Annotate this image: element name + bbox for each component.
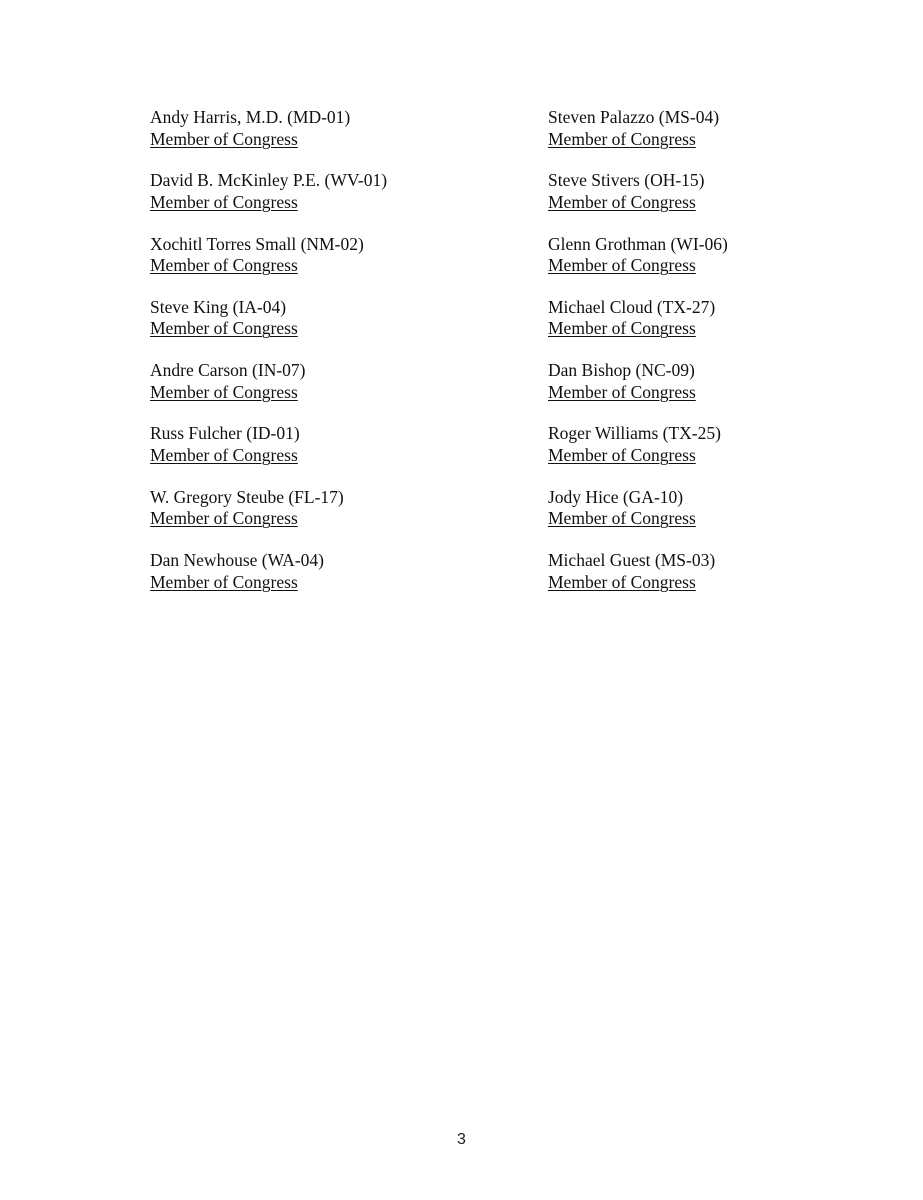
signatory-name: Michael Guest (MS-03): [548, 550, 716, 571]
signatory-title: Member of Congress: [150, 571, 298, 592]
signatory-name: Dan Newhouse (WA-04): [150, 550, 324, 571]
signatory-block: [150, 360, 387, 423]
signatory-name: W. Gregory Steube (FL-17): [150, 486, 344, 507]
signatory-block: [150, 297, 387, 360]
signatory-name: Glenn Grothman (WI-06): [548, 233, 728, 254]
signatory-name: David B. McKinley P.E. (WV-01): [150, 170, 388, 191]
signatory-title: Member of Congress: [548, 381, 696, 402]
page-number: 3: [457, 1131, 466, 1148]
signatory-name: Steven Palazzo (MS-04): [548, 107, 720, 127]
signatory-name: Michael Cloud (TX-27): [548, 296, 716, 317]
signatory-column-right: [548, 107, 728, 613]
signatory-name: Dan Bishop (NC-09): [548, 360, 695, 381]
signatory-column-left: [150, 107, 387, 613]
signatory-title: Member of Congress: [548, 571, 696, 592]
signatory-block: [548, 487, 728, 550]
signatory-title: Member of Congress: [548, 508, 696, 529]
signatory-block: [548, 170, 728, 233]
signatory-block: [150, 423, 387, 486]
signatory-name: Steve King (IA-04): [150, 296, 287, 317]
signatory-title: Member of Congress: [150, 318, 298, 339]
signatory-block: [548, 297, 728, 360]
signatory-title: Member of Congress: [548, 191, 696, 212]
signatory-block: [548, 550, 728, 613]
signatory-name: Andre Carson (IN-07): [150, 360, 306, 381]
signatory-title: Member of Congress: [150, 444, 298, 465]
signatory-title: Member of Congress: [150, 128, 298, 149]
signatory-name: Andy Harris, M.D. (MD-01): [150, 107, 351, 127]
signatory-block: [150, 234, 387, 297]
signatory-title: Member of Congress: [548, 128, 696, 149]
signatory-block: [150, 550, 387, 613]
signatory-title: Member of Congress: [150, 508, 298, 529]
signatory-block: [150, 170, 387, 233]
signatory-title: Member of Congress: [150, 191, 298, 212]
signatory-title: Member of Congress: [150, 255, 298, 276]
signatory-name: Russ Fulcher (ID-01): [150, 423, 300, 444]
signatory-title: Member of Congress: [150, 381, 298, 402]
signatory-block: [150, 487, 387, 550]
signatory-name: Steve Stivers (OH-15): [548, 170, 705, 191]
signatory-block: [548, 107, 728, 170]
signatory-name: Jody Hice (GA-10): [548, 486, 684, 507]
signatory-block: [150, 107, 387, 170]
signatory-title: Member of Congress: [548, 255, 696, 276]
signatory-block: [548, 423, 728, 486]
signatory-title: Member of Congress: [548, 444, 696, 465]
signatory-block: [548, 360, 728, 423]
signatory-block: [548, 234, 728, 297]
signatory-title: Member of Congress: [548, 318, 696, 339]
signatory-name: Xochitl Torres Small (NM-02): [150, 233, 364, 254]
signatory-name: Roger Williams (TX-25): [548, 423, 721, 444]
